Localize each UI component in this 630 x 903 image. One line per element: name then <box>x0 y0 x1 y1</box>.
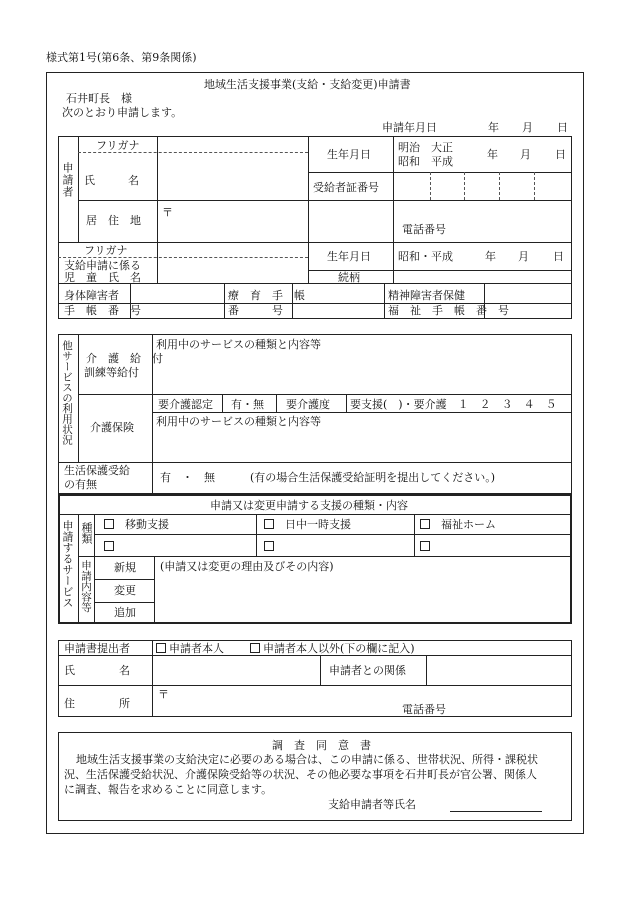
welfare-value: 有 ・ 無 <box>160 471 215 484</box>
kind-daytime-checkbox[interactable] <box>264 519 274 529</box>
request-new-label[interactable]: 新規 <box>114 561 136 574</box>
child-birth-day: 日 <box>553 250 564 263</box>
apply-date-label: 申請年月日 <box>382 121 437 134</box>
rehab-notebook-label-1: 療 育 手 帳 <box>228 289 305 302</box>
consent-line-3: に調査、報告を求めることに同意します。 <box>64 783 273 796</box>
kind-welfare-home-label: 福祉ホーム <box>441 518 496 531</box>
submitter-name-label: 氏 名 <box>64 664 130 677</box>
kind-other-checkbox-3[interactable] <box>420 541 430 551</box>
care-benefit-description: 利用中のサービスの種類と内容等 <box>156 338 321 351</box>
submitter-postal-mark: 〒 <box>158 688 169 701</box>
apply-year: 年 <box>488 121 499 134</box>
service-request-header: 申請又は変更申請する支援の種類・内容 <box>210 499 408 512</box>
submitter-other-option[interactable] <box>250 642 415 655</box>
submitter-self-option[interactable] <box>156 642 224 655</box>
kind-welfare-home-checkbox[interactable] <box>420 519 430 529</box>
applicant-birth-day: 日 <box>555 148 566 161</box>
intro-text: 次のとおり申請します。 <box>62 106 183 119</box>
applicant-birth-month: 月 <box>520 148 531 161</box>
submitter-label: 申請書提出者 <box>64 642 130 655</box>
child-birth-label: 生年月日 <box>327 250 371 263</box>
care-insurance-label: 介護保険 <box>90 421 134 434</box>
applicant-birth-year: 年 <box>487 148 498 161</box>
applicant-phone-label: 電話番号 <box>402 223 446 236</box>
welfare-note: (有の場合生活保護受給証明を提出してください。) <box>250 471 496 484</box>
submitter-other-checkbox[interactable] <box>250 643 260 653</box>
care-benefit-label-2: 訓練等給付 <box>84 366 139 379</box>
kind-other-checkbox-2[interactable] <box>264 541 274 551</box>
applicant-era-1: 明治 大正 <box>398 141 453 154</box>
submitter-relation-label: 申請者との関係 <box>329 664 406 677</box>
child-era: 昭和・平成 <box>398 250 453 263</box>
care-insurance-description: 利用中のサービスの種類と内容等 <box>156 415 321 428</box>
consent-title: 調 査 同 意 書 <box>272 739 371 752</box>
submitter-address-label: 住 所 <box>64 697 130 710</box>
care-benefit-label-1: 介 護 給 付 <box>86 352 163 365</box>
mental-notebook-label-2: 福 祉 手 帳 番 号 <box>388 304 509 317</box>
child-birth-year: 年 <box>485 250 496 263</box>
kind-daytime-label: 日中一時支援 <box>285 518 351 531</box>
service-section-label: 申請するサービス <box>61 520 74 608</box>
child-relation-label: 続柄 <box>338 271 360 284</box>
consent-line-1: 地域生活支援事業の支給決定に必要のある場合は、この申請に係る、世帯状況、所得・課税状 <box>76 753 538 766</box>
request-reason-label: (申請又は変更の理由及びその内容) <box>160 560 334 573</box>
consent-signature-line[interactable] <box>450 811 542 812</box>
welfare-label-1: 生活保護受給 <box>64 464 130 477</box>
certificate-number-label: 受給者証番号 <box>313 181 379 194</box>
applicant-name-label: 氏 名 <box>84 174 139 187</box>
care-certification-value: 有・無 <box>231 398 264 411</box>
form-number: 様式第1号(第6条、第9条関係) <box>46 51 197 64</box>
applicant-table <box>58 136 572 319</box>
service-kind-label: 種類 <box>80 522 93 544</box>
child-birth-month: 月 <box>518 250 529 263</box>
care-level-value: 要支援( )・要介護 １ ２ ３ ４ ５ <box>350 398 557 411</box>
care-level-label: 要介護度 <box>286 398 330 411</box>
other-services-section-label: 他サービスの利用状況 <box>61 340 73 445</box>
child-label-2: 児 童 氏 名 <box>64 271 141 284</box>
submitter-other-label: 申請者本人以外(下の欄に記入) <box>263 642 415 655</box>
submitter-self-checkbox[interactable] <box>156 643 166 653</box>
kind-welfare-home-option[interactable] <box>420 518 496 531</box>
welfare-label-2: の有無 <box>64 478 97 491</box>
applicant-birth-label: 生年月日 <box>327 148 371 161</box>
request-change-label[interactable]: 変更 <box>114 584 136 597</box>
physical-notebook-label-1: 身体障害者 <box>64 289 119 302</box>
care-certification-label: 要介護認定 <box>158 398 213 411</box>
kind-other-option-3[interactable] <box>420 540 433 553</box>
applicant-furigana-label: フリガナ <box>96 139 140 152</box>
kind-mobility-checkbox[interactable] <box>104 519 114 529</box>
child-furigana-label: フリガナ <box>84 244 128 257</box>
kind-other-checkbox-1[interactable] <box>104 541 114 551</box>
applicant-section-label: 申請者 <box>61 162 74 198</box>
submitter-phone-label: 電話番号 <box>402 703 446 716</box>
apply-month: 月 <box>522 121 533 134</box>
kind-other-option-1[interactable] <box>104 540 117 553</box>
consent-signer-label: 支給申請者等氏名 <box>328 798 416 811</box>
physical-notebook-label-2: 手 帳 番 号 <box>64 304 141 317</box>
service-content-label: 申請内容等 <box>80 560 92 613</box>
applicant-postal-mark: 〒 <box>162 206 173 219</box>
form-title: 地域生活支援事業(支給・支給変更)申請書 <box>204 78 411 91</box>
consent-line-2: 況、生活保護受給状況、介護保険受給等の状況、その他必要な事項を石井町長が官公署、関係人 <box>64 768 537 781</box>
kind-mobility-option[interactable] <box>104 518 169 531</box>
addressee: 石井町長 様 <box>66 92 132 105</box>
kind-other-option-2[interactable] <box>264 540 277 553</box>
kind-mobility-label: 移動支援 <box>125 518 169 531</box>
applicant-era-2: 昭和 平成 <box>398 155 453 168</box>
applicant-address-label: 居 住 地 <box>86 214 141 227</box>
request-add-label[interactable]: 追加 <box>114 606 136 619</box>
rehab-notebook-label-2: 番 号 <box>228 304 283 317</box>
mental-notebook-label-1: 精神障害者保健 <box>388 289 465 302</box>
apply-day: 日 <box>557 121 568 134</box>
submitter-self-label: 申請者本人 <box>169 642 224 655</box>
child-label-1: 支給申請に係る <box>64 259 141 272</box>
kind-daytime-option[interactable] <box>264 518 351 531</box>
